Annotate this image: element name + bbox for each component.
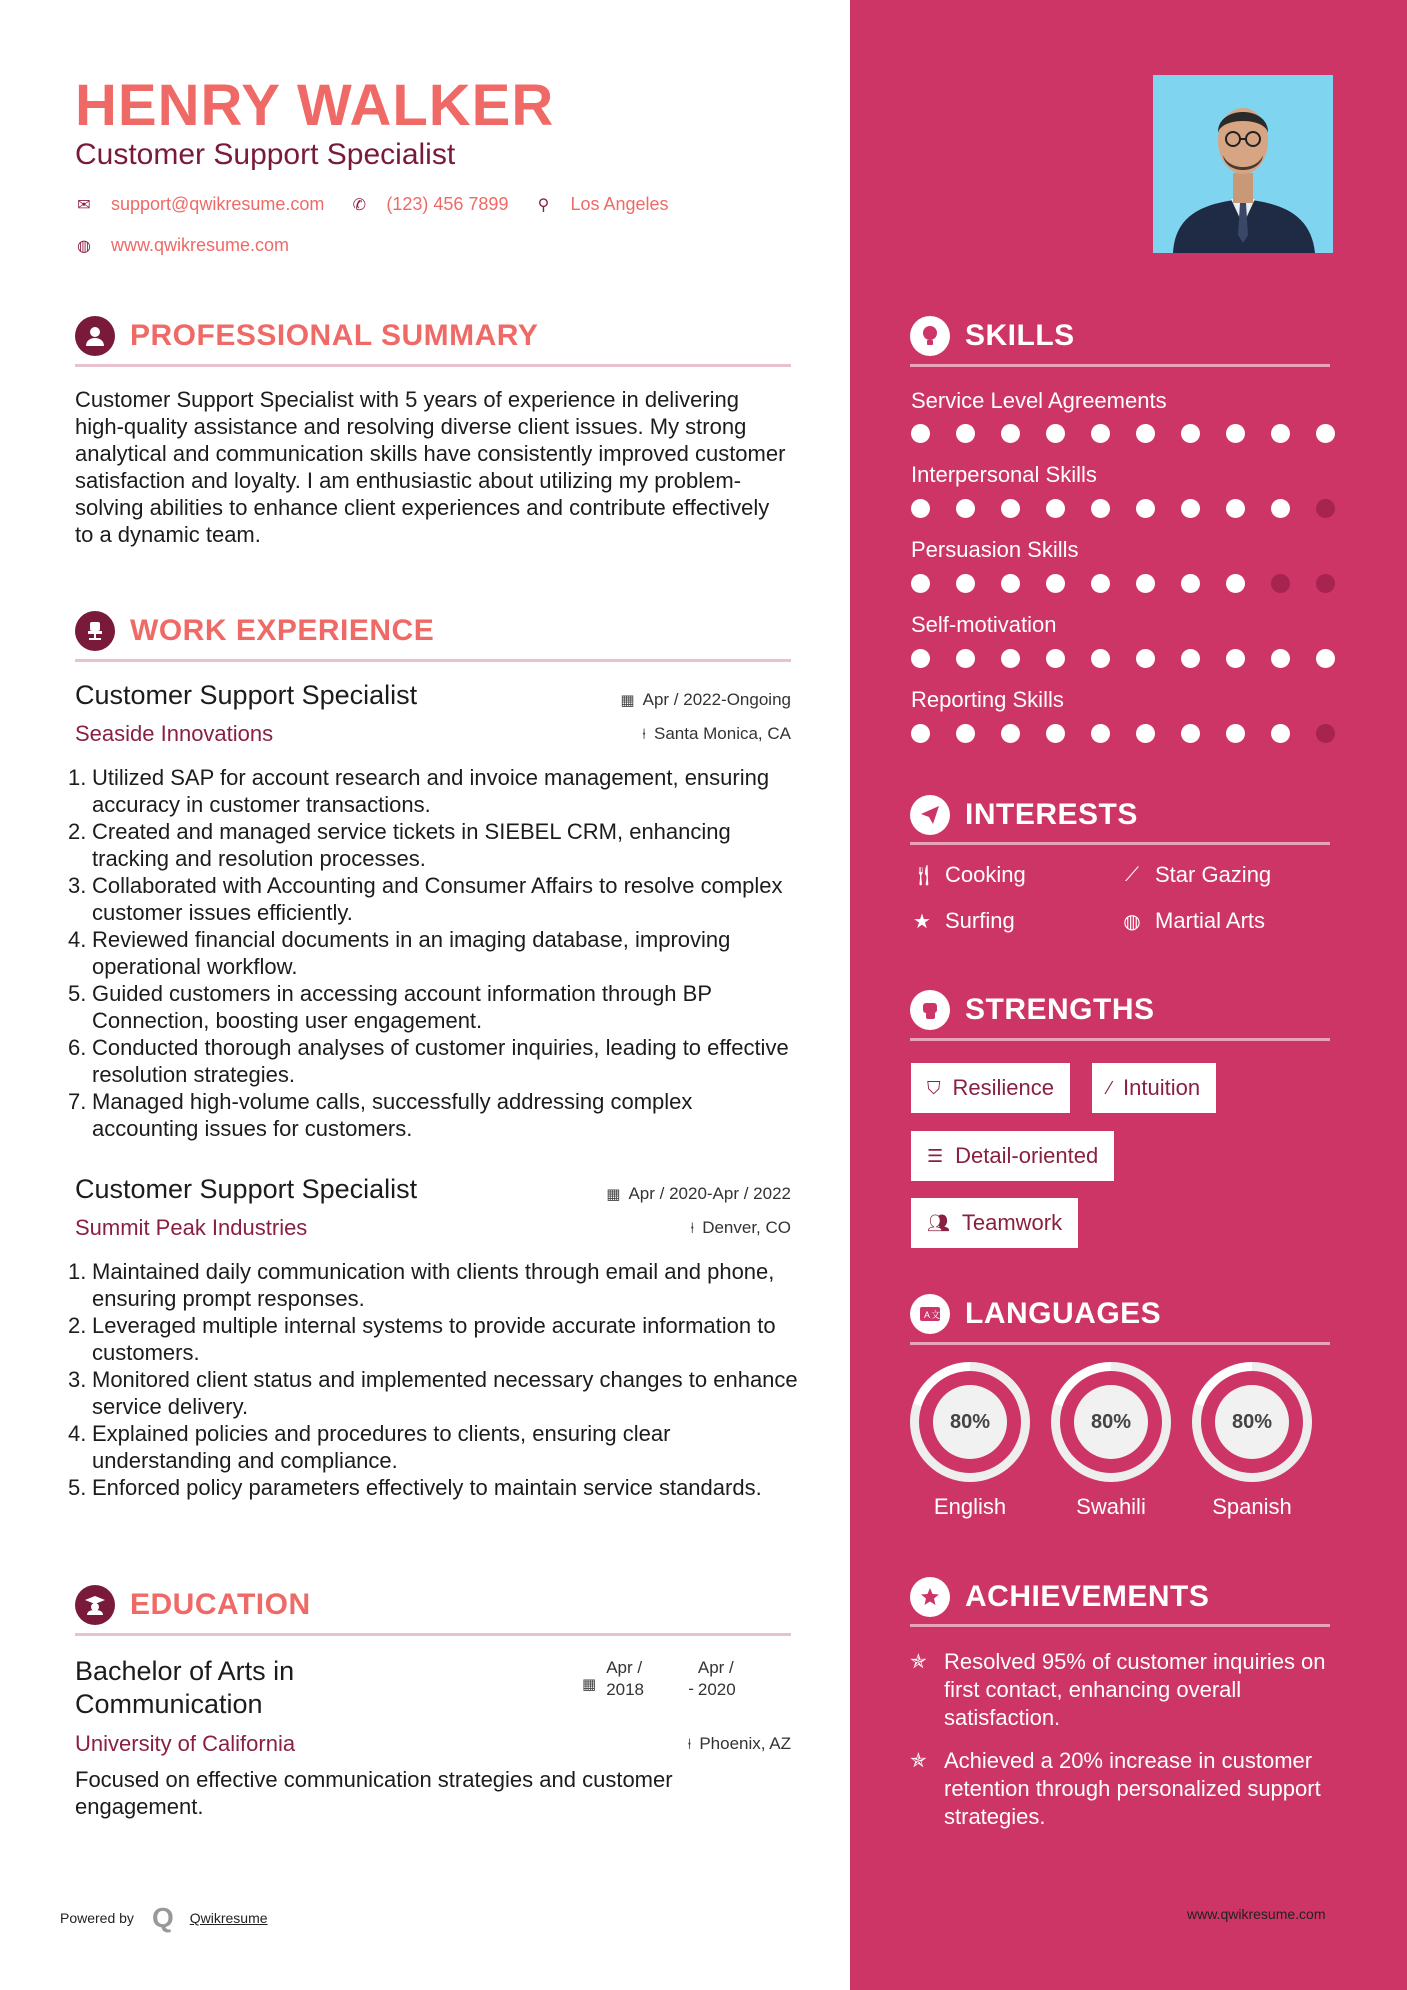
- summary-heading: PROFESSIONAL SUMMARY: [75, 316, 538, 356]
- summary-text: Customer Support Specialist with 5 years of experience in delivering high-quality assistance and resolving diverse client issues. My strong analytical and communication skills have consistently improved customer satisfaction and loyalty. I am enthusiastic about utilizing my problem-solving abilities to enhance client experiences and contribute effectively to a dynamic team.: [75, 387, 786, 547]
- skill-dot: [911, 574, 930, 593]
- envelope-icon: ✉: [77, 196, 91, 214]
- interest-item: 🍴︎ Cooking: [911, 862, 1026, 887]
- skill-dot: [1046, 649, 1065, 668]
- job-title: Customer Support Specialist: [75, 680, 418, 710]
- skill-dot: [1091, 499, 1110, 518]
- star-icon: ★: [913, 910, 931, 933]
- language-item: [1192, 1362, 1312, 1520]
- utensils-icon: 🍴︎: [911, 864, 937, 887]
- skill-dot: [1316, 574, 1335, 593]
- interests-rule: [910, 842, 1330, 845]
- skill-dot: [1001, 724, 1020, 743]
- education-description: Focused on effective communication strategies and customer engagement.: [75, 1767, 673, 1819]
- skill-dot: [1271, 574, 1290, 593]
- sidebar: [850, 0, 1407, 1990]
- skill-dot: [1181, 424, 1200, 443]
- list-item: 7. Managed high-volume calls, successfully addressing complex accounting issues for customers.: [68, 1089, 693, 1141]
- skill-dot: [1046, 574, 1065, 593]
- education-heading: EDUCATION: [75, 1585, 311, 1625]
- skill-dot: [956, 499, 975, 518]
- skill-dot: [1316, 724, 1335, 743]
- list-item: 4. Explained policies and procedures to clients, ensuring clear understanding and compliance.: [68, 1421, 671, 1473]
- skill-name: Persuasion Skills: [911, 537, 1079, 562]
- list-item: 6. Conducted thorough analyses of customer inquiries, leading to effective resolution strategies.: [68, 1035, 789, 1087]
- experience-rule: [75, 659, 791, 662]
- calendar-icon: ▦: [582, 1676, 597, 1693]
- office-chair-icon: [75, 611, 115, 651]
- strength-chip: ⁄ Intuition: [1092, 1063, 1216, 1113]
- skill-dot: [1136, 649, 1155, 668]
- footer-website[interactable]: www.qwikresume.com: [1187, 1906, 1326, 1922]
- experience-heading: WORK EXPERIENCE: [75, 611, 434, 651]
- skill-dot: [1181, 499, 1200, 518]
- phone-text: (123) 456 7899: [386, 194, 509, 214]
- skill-dot: [1226, 574, 1245, 593]
- candidate-name: HENRY WALKER: [75, 73, 555, 138]
- language-ring: 80%: [1051, 1362, 1171, 1482]
- skill-rating: [911, 424, 1361, 443]
- achievements-rule: [910, 1624, 1330, 1627]
- language-name: Spanish: [1212, 1494, 1292, 1519]
- list-icon: ☰: [927, 1145, 944, 1166]
- lightbulb-icon: [910, 316, 950, 356]
- education-dates: ▦ Apr / 2018 - Apr / 2020: [582, 1658, 736, 1699]
- job-location: ⍿ Santa Monica, CA: [642, 724, 791, 743]
- graduate-icon: [75, 1585, 115, 1625]
- user-icon: [75, 316, 115, 356]
- skill-rating: [911, 499, 1361, 518]
- job-company: Summit Peak Industries: [75, 1215, 308, 1240]
- skill-dot: [1226, 724, 1245, 743]
- skill-dot: [1136, 424, 1155, 443]
- interest-item: ◍ Martial Arts: [1121, 908, 1265, 934]
- location-text: Los Angeles: [570, 194, 669, 214]
- interests-heading: INTERESTS: [910, 795, 1138, 835]
- strength-chip: ☰ Detail-oriented: [911, 1131, 1114, 1181]
- calendar-icon: ▦: [606, 1186, 621, 1203]
- skill-dot: [911, 499, 930, 518]
- svg-text:A: A: [924, 1310, 931, 1320]
- list-item: 5. Guided customers in accessing account information through BP Connection, boosting user engagement.: [68, 981, 712, 1033]
- skill-dot: [1046, 424, 1065, 443]
- skill-rating: [911, 724, 1361, 743]
- education-location: ⍿ Phoenix, AZ: [687, 1734, 791, 1753]
- skill-dot: [1271, 424, 1290, 443]
- skill-dot: [1091, 574, 1110, 593]
- language-icon: [910, 1294, 950, 1334]
- job-bullets: [68, 764, 798, 1142]
- list-item: 4. Reviewed financial documents in an imaging database, improving operational workflow.: [68, 927, 731, 979]
- footer-powered: Powered by Q Qwikresume: [60, 1902, 268, 1933]
- skill-rating: [911, 649, 1361, 668]
- skill-dot: [1046, 724, 1065, 743]
- language-ring: 80%: [910, 1362, 1030, 1482]
- language-item: [910, 1362, 1030, 1520]
- job-location: ⍿ Denver, CO: [690, 1218, 791, 1237]
- skill-dot: [1271, 724, 1290, 743]
- skill-dot: [1226, 499, 1245, 518]
- skill-dot: [956, 574, 975, 593]
- languages-rule: [910, 1342, 1330, 1345]
- calendar-icon: ▦: [620, 692, 635, 709]
- fist-icon: [910, 990, 950, 1030]
- education-school: University of California: [75, 1731, 296, 1756]
- skill-name: Interpersonal Skills: [911, 462, 1097, 487]
- skill-dot: [1136, 574, 1155, 593]
- skill-dot: [1226, 649, 1245, 668]
- paper-plane-icon: [910, 795, 950, 835]
- star-icon: ✯: [910, 1750, 927, 1772]
- strength-chip: 👥︎ Teamwork: [911, 1198, 1078, 1248]
- skill-dot: [956, 649, 975, 668]
- skill-dot: [1001, 574, 1020, 593]
- strength-chip: ⛉ Resilience: [911, 1063, 1070, 1113]
- magic-wand-icon: ⁄: [1108, 1077, 1112, 1098]
- list-item: 2. Created and managed service tickets in SIEBEL CRM, enhancing tracking and resolution processes.: [68, 819, 731, 871]
- language-name: Swahili: [1076, 1494, 1146, 1519]
- job-title: Customer Support Specialist: [75, 1174, 418, 1204]
- language-item: [1051, 1362, 1171, 1520]
- education-rule: [75, 1633, 791, 1636]
- shield-icon: ⛉: [927, 1077, 941, 1098]
- skill-dot: [1271, 499, 1290, 518]
- skill-name: Self-motivation: [911, 612, 1057, 637]
- language-name: English: [933, 1494, 1007, 1519]
- skill-dot: [1226, 424, 1245, 443]
- star-icon: ✯: [910, 1651, 927, 1673]
- job-bullets: [68, 1258, 798, 1501]
- telescope-icon: ⟋: [1125, 863, 1139, 886]
- languages-heading: A 文 LANGUAGES: [910, 1294, 1161, 1334]
- interest-item: ⟋ Star Gazing: [1121, 862, 1271, 888]
- list-item: 1. Maintained daily communication with clients through email and phone, ensuring prompt responses.: [68, 1259, 775, 1311]
- list-item: 1. Utilized SAP for account research and invoice management, ensuring accuracy in customer transactions.: [68, 765, 770, 817]
- list-item: 2. Leveraged multiple internal systems to provide accurate information to customers.: [68, 1313, 776, 1365]
- skill-dot: [1001, 424, 1020, 443]
- achievements-heading: ACHIEVEMENTS: [910, 1577, 1209, 1617]
- pin-icon: ⍿: [687, 1735, 692, 1753]
- phone-icon: ✆: [352, 196, 367, 214]
- qwikresume-logo-icon: Q: [151, 1902, 174, 1933]
- skill-dot: [956, 724, 975, 743]
- website-link[interactable]: www.qwikresume.com: [111, 235, 290, 255]
- users-icon: 👥︎: [927, 1212, 950, 1233]
- skill-dot: [1316, 499, 1335, 518]
- skill-rating: [911, 574, 1361, 593]
- brand-link[interactable]: Qwikresume: [189, 1910, 268, 1926]
- star-badge-icon: [910, 1577, 950, 1617]
- strengths-rule: [910, 1038, 1330, 1041]
- globe-icon: ◍: [1123, 910, 1141, 933]
- job-company: Seaside Innovations: [75, 721, 274, 746]
- skills-heading: SKILLS: [910, 316, 1075, 356]
- summary-rule: [75, 364, 791, 367]
- skill-dot: [1091, 649, 1110, 668]
- skill-dot: [911, 649, 930, 668]
- skills-rule: [910, 364, 1330, 367]
- job-dates: ▦ Apr / 2020-Apr / 2022: [606, 1184, 791, 1203]
- skill-dot: [1001, 649, 1020, 668]
- list-item: 5. Enforced policy parameters effectively to maintain service standards.: [68, 1475, 762, 1500]
- skill-dot: [1316, 649, 1335, 668]
- degree-title: Bachelor of Arts in Communication: [75, 1656, 295, 1719]
- list-item: 3. Monitored client status and implemented necessary changes to enhance service delivery.: [68, 1367, 798, 1419]
- skill-dot: [911, 424, 930, 443]
- candidate-title: Customer Support Specialist: [75, 138, 456, 171]
- skill-dot: [1271, 649, 1290, 668]
- achievement-item: ✯ Achieved a 20% increase in customer retention through personalized support strategies.: [910, 1748, 1321, 1829]
- skill-dot: [911, 724, 930, 743]
- skill-dot: [1181, 724, 1200, 743]
- list-item: 3. Collaborated with Accounting and Consumer Affairs to resolve complex customer issues efficiently.: [68, 873, 783, 925]
- skill-dot: [1001, 499, 1020, 518]
- skill-dot: [1136, 499, 1155, 518]
- skill-dot: [1091, 424, 1110, 443]
- achievement-item: ✯ Resolved 95% of customer inquiries on first contact, enhancing overall satisfaction.: [910, 1649, 1326, 1730]
- strengths-heading: STRENGTHS: [910, 990, 1155, 1030]
- skill-dot: [1181, 649, 1200, 668]
- email-link[interactable]: support@qwikresume.com: [111, 194, 325, 214]
- svg-text:文: 文: [931, 1310, 941, 1320]
- map-pin-icon: ⚲: [537, 196, 550, 214]
- skill-dot: [1046, 499, 1065, 518]
- language-ring: 80%: [1192, 1362, 1312, 1482]
- skill-dot: [1316, 424, 1335, 443]
- skill-name: Service Level Agreements: [911, 388, 1167, 413]
- pin-icon: ⍿: [642, 725, 646, 743]
- contact-row: [75, 194, 669, 215]
- website-row: [75, 235, 289, 256]
- skill-dot: [1091, 724, 1110, 743]
- profile-photo: [1153, 75, 1333, 253]
- skill-dot: [1181, 574, 1200, 593]
- interest-item: ★ Surfing: [911, 908, 1015, 934]
- skill-dot: [956, 424, 975, 443]
- skill-dot: [1136, 724, 1155, 743]
- globe-icon: ◍: [77, 237, 91, 255]
- job-dates: ▦ Apr / 2022-Ongoing: [620, 690, 791, 709]
- skill-name: Reporting Skills: [911, 687, 1064, 712]
- pin-icon: ⍿: [690, 1219, 695, 1237]
